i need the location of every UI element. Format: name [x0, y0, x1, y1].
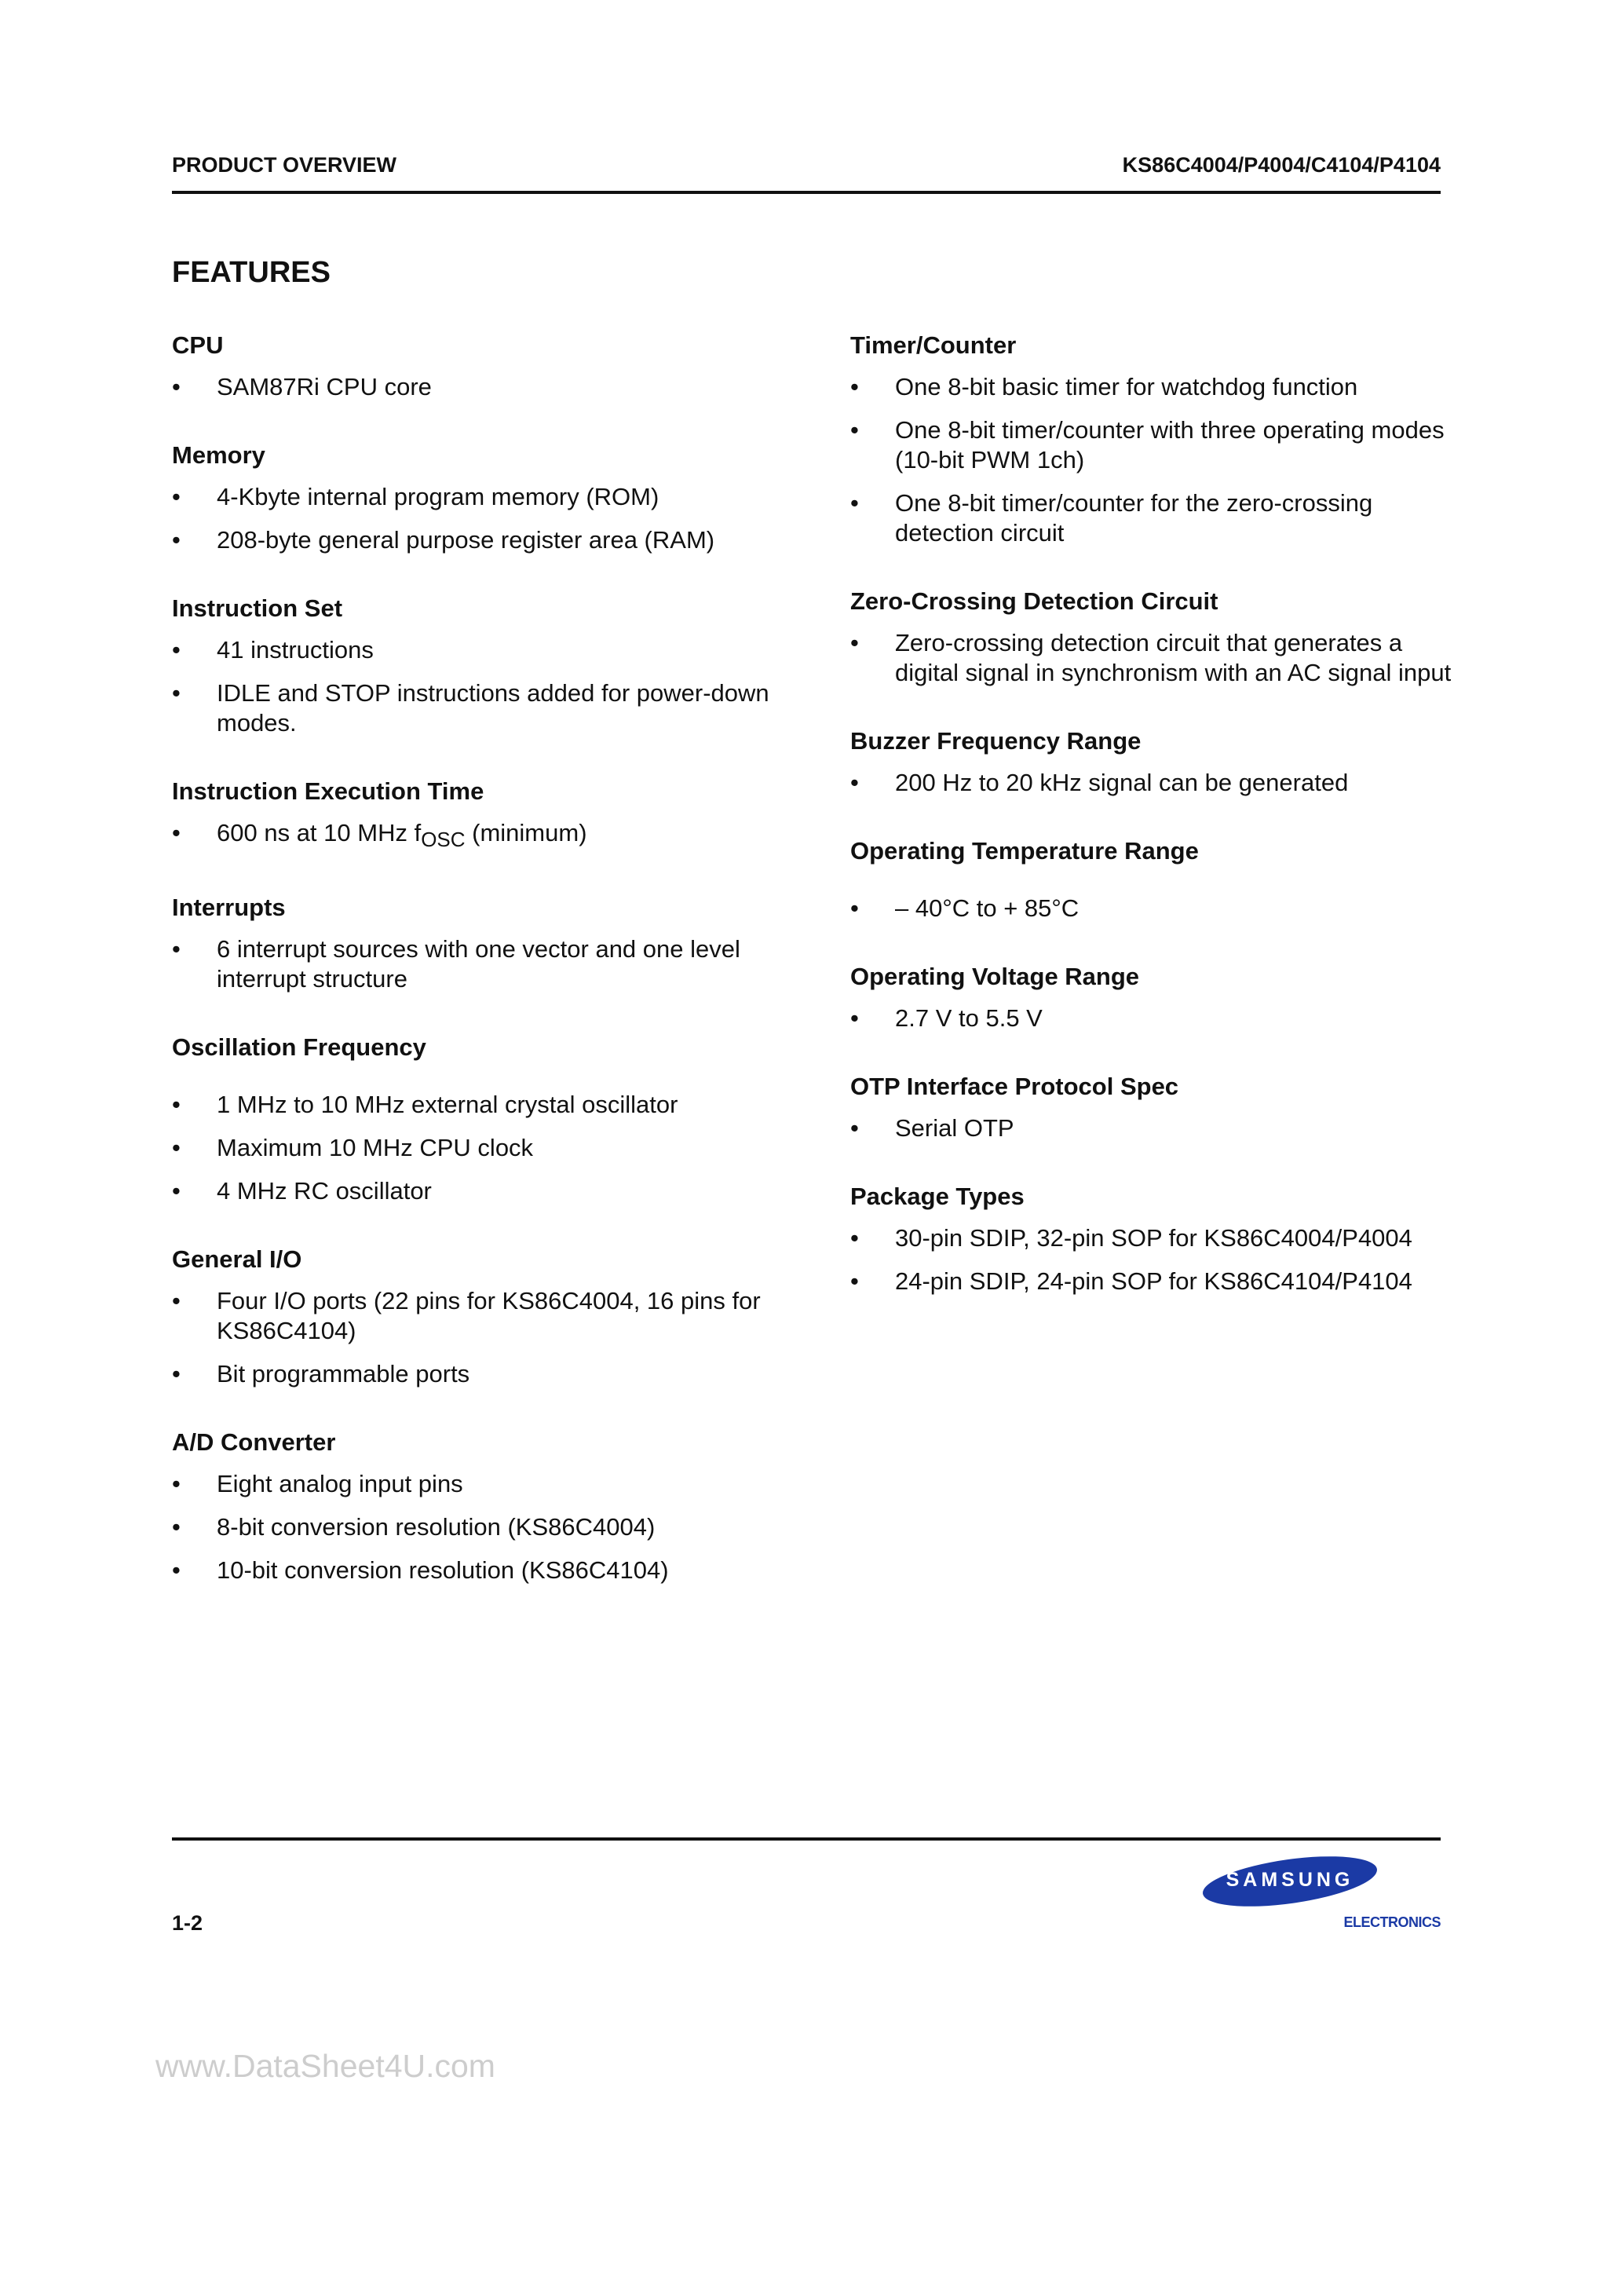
feature-list-item: [172, 482, 776, 512]
feature-text: 208-byte general purpose register area (RAM): [217, 526, 715, 554]
feature-text: One 8-bit basic timer for watchdog function: [895, 373, 1358, 400]
feature-list: [850, 1223, 1455, 1296]
feature-list-item: [850, 415, 1455, 475]
feature-heading: Memory: [172, 441, 265, 469]
feature-list: [172, 1090, 776, 1206]
feature-heading: Instruction Execution Time: [172, 777, 484, 805]
feature-list-item: [850, 488, 1455, 548]
feature-list: [172, 1469, 776, 1585]
feature-heading: Interrupts: [172, 894, 286, 921]
feature-text: Maximum 10 MHz CPU clock: [217, 1134, 534, 1161]
feature-list-item: [172, 1512, 776, 1542]
feature-text: 600 ns at 10 MHz f: [217, 819, 422, 846]
feature-text: 200 Hz to 20 kHz signal can be generated: [895, 769, 1349, 796]
feature-heading: Instruction Set: [172, 594, 343, 622]
feature-list: [172, 635, 776, 738]
feature-heading: Buzzer Frequency Range: [850, 727, 1142, 755]
feature-text: 4 MHz RC oscillator: [217, 1177, 432, 1205]
feature-heading: OTP Interface Protocol Spec: [850, 1073, 1179, 1100]
feature-text: 6 interrupt sources with one vector and one level interrupt structure: [217, 935, 740, 993]
feature-list-item: [172, 372, 776, 402]
bullet-icon: •: [850, 894, 859, 922]
feature-list-item: [172, 678, 776, 738]
feature-list-item: [850, 1267, 1455, 1296]
bullet-icon: •: [172, 1556, 181, 1584]
feature-text: 8-bit conversion resolution (KS86C4004): [217, 1513, 656, 1541]
feature-list: [172, 818, 776, 854]
feature-list-item: [172, 525, 776, 555]
feature-heading: CPU: [172, 331, 224, 359]
bullet-icon: •: [172, 1134, 181, 1161]
feature-heading: Operating Temperature Range: [850, 837, 1199, 865]
bullet-icon: •: [850, 1224, 859, 1252]
bullet-icon: •: [172, 373, 181, 400]
header-part-numbers: KS86C4004/P4004/C4104/P4104: [1122, 153, 1441, 177]
feature-section-operating-temperature-range: [850, 837, 1455, 923]
feature-heading: General I/O: [172, 1245, 302, 1273]
feature-list-item: [172, 1556, 776, 1585]
feature-heading: Zero-Crossing Detection Circuit: [850, 587, 1218, 615]
feature-section-otp-interface-protocol-spec: [850, 1073, 1455, 1143]
feature-list-item: [850, 768, 1455, 798]
bullet-icon: •: [172, 935, 181, 963]
feature-text: Serial OTP: [895, 1114, 1014, 1142]
feature-text: 1 MHz to 10 MHz external crystal oscillator: [217, 1091, 678, 1118]
header-section-title: PRODUCT OVERVIEW: [172, 153, 397, 177]
feature-list-item: [172, 1176, 776, 1206]
bullet-icon: •: [172, 483, 181, 510]
feature-list-item: [850, 1223, 1455, 1253]
features-right-column: [850, 331, 1455, 1336]
feature-text: IDLE and STOP instructions added for power-down modes.: [217, 679, 769, 737]
bullet-icon: •: [172, 526, 181, 554]
bullet-icon: •: [172, 1091, 181, 1118]
header-divider: [172, 191, 1441, 194]
watermark: www.DataSheet4U.com: [155, 2048, 495, 2084]
logo-wordmark: SAMSUNG: [1226, 1869, 1354, 1891]
bullet-icon: •: [172, 679, 181, 707]
feature-subscript: OSC: [421, 828, 466, 851]
feature-section-interrupts: [172, 894, 776, 994]
feature-heading: Operating Voltage Range: [850, 963, 1140, 990]
feature-list: [850, 1113, 1455, 1143]
feature-list-item: [850, 628, 1455, 688]
feature-list: [850, 1004, 1455, 1033]
bullet-icon: •: [850, 489, 859, 517]
feature-text: 10-bit conversion resolution (KS86C4104): [217, 1556, 669, 1584]
feature-section-general-i-o: [172, 1245, 776, 1389]
feature-list-item: [172, 934, 776, 994]
bullet-icon: •: [850, 629, 859, 656]
bullet-icon: •: [172, 1513, 181, 1541]
feature-text: 4-Kbyte internal program memory (ROM): [217, 483, 659, 510]
feature-text: – 40°C to + 85°C: [895, 894, 1080, 922]
feature-list-item: [172, 635, 776, 665]
feature-list-item: [172, 818, 776, 854]
feature-section-operating-voltage-range: [850, 963, 1455, 1033]
bullet-icon: •: [850, 1114, 859, 1142]
feature-list-item: [850, 894, 1455, 923]
feature-text: One 8-bit timer/counter for the zero-crossing detection circuit: [895, 489, 1373, 547]
bullet-icon: •: [850, 1267, 859, 1295]
feature-text: One 8-bit timer/counter with three operating modes (10-bit PWM 1ch): [895, 416, 1445, 473]
feature-list: [850, 628, 1455, 688]
feature-list-item: [850, 372, 1455, 402]
feature-list: [850, 372, 1455, 548]
feature-text: 2.7 V to 5.5 V: [895, 1004, 1043, 1032]
feature-section-instruction-execution-time: [172, 777, 776, 854]
page-header: [172, 153, 1441, 177]
feature-section-package-types: [850, 1183, 1455, 1296]
feature-section-timer-counter: [850, 331, 1455, 548]
bullet-icon: •: [172, 819, 181, 846]
feature-list-item: [172, 1469, 776, 1499]
feature-list: [172, 934, 776, 994]
feature-list: [172, 1286, 776, 1389]
feature-text-suffix: (minimum): [465, 819, 587, 846]
feature-text: 30-pin SDIP, 32-pin SOP for KS86C4004/P4004: [895, 1224, 1412, 1252]
feature-list-item: [172, 1359, 776, 1389]
feature-text: Zero-crossing detection circuit that generates a digital signal in synchronism with an AC signal input: [895, 629, 1452, 686]
feature-text: SAM87Ri CPU core: [217, 373, 432, 400]
feature-list-item: [172, 1090, 776, 1120]
feature-heading: Package Types: [850, 1183, 1025, 1210]
feature-text: Eight analog input pins: [217, 1470, 463, 1497]
feature-heading: Timer/Counter: [850, 331, 1017, 359]
feature-list-item: [850, 1113, 1455, 1143]
feature-list-item: [172, 1133, 776, 1163]
bullet-icon: •: [172, 1470, 181, 1497]
footer-divider: [172, 1837, 1441, 1841]
feature-list: [850, 768, 1455, 798]
bullet-icon: •: [850, 373, 859, 400]
feature-list-item: [172, 1286, 776, 1346]
page-title: FEATURES: [172, 256, 331, 289]
logo-subtitle: ELECTRONICS: [1343, 1914, 1441, 1930]
bullet-icon: •: [850, 769, 859, 796]
feature-list: [172, 482, 776, 555]
bullet-icon: •: [172, 636, 181, 664]
bullet-icon: •: [850, 416, 859, 444]
feature-section-cpu: [172, 331, 776, 402]
features-left-column: [172, 331, 776, 1625]
feature-text: 24-pin SDIP, 24-pin SOP for KS86C4104/P4104: [895, 1267, 1412, 1295]
feature-section-instruction-set: [172, 594, 776, 738]
bullet-icon: •: [172, 1360, 181, 1387]
feature-list: [172, 372, 776, 402]
bullet-icon: •: [172, 1177, 181, 1205]
feature-text: Bit programmable ports: [217, 1360, 470, 1387]
bullet-icon: •: [172, 1287, 181, 1314]
feature-list-item: [850, 1004, 1455, 1033]
feature-section-a-d-converter: [172, 1428, 776, 1585]
feature-heading: A/D Converter: [172, 1428, 336, 1456]
feature-section-oscillation-frequency: [172, 1033, 776, 1206]
page-number: 1-2: [172, 1911, 203, 1935]
feature-section-memory: [172, 441, 776, 555]
feature-list: [850, 894, 1455, 923]
samsung-logo: [1189, 1853, 1441, 1932]
feature-text: Four I/O ports (22 pins for KS86C4004, 16 pins for KS86C4104): [217, 1287, 761, 1344]
feature-heading: Oscillation Frequency: [172, 1033, 426, 1061]
bullet-icon: •: [850, 1004, 859, 1032]
feature-text: 41 instructions: [217, 636, 374, 664]
feature-section-zero-crossing-detection-circuit: [850, 587, 1455, 688]
feature-section-buzzer-frequency-range: [850, 727, 1455, 798]
